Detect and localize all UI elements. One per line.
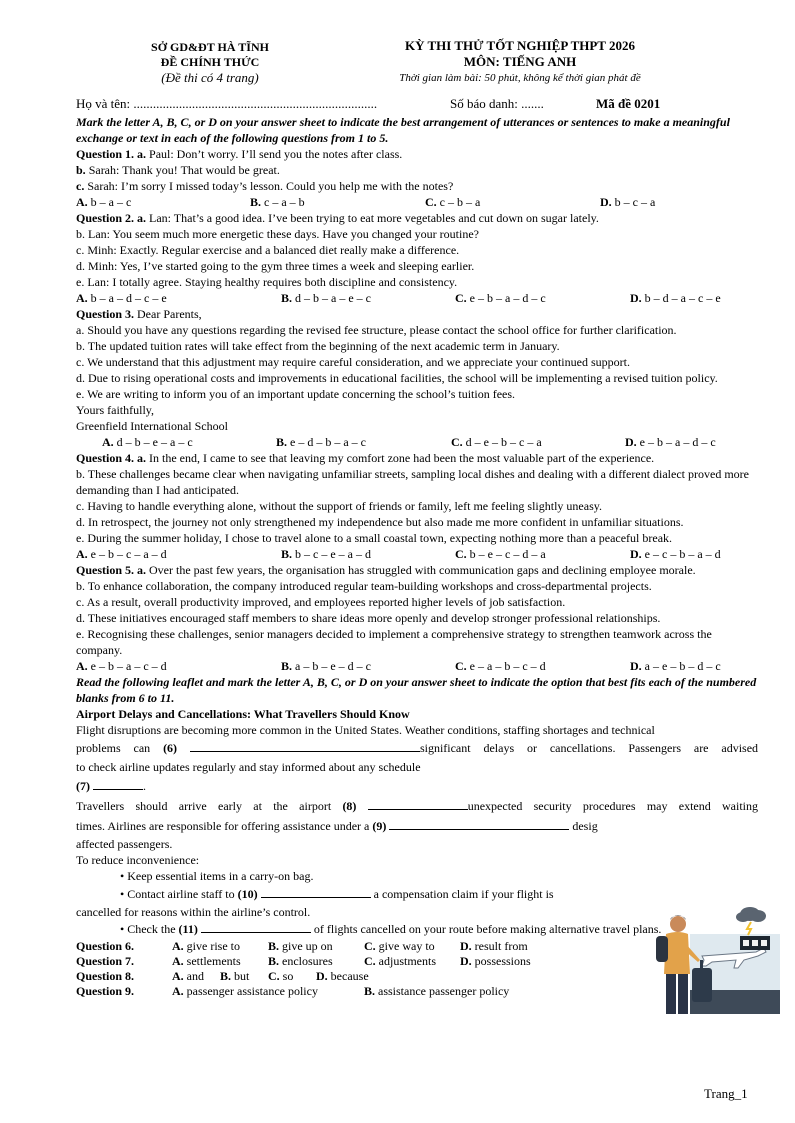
option-b[interactable]: B. e – d – b – a – c [276, 435, 366, 449]
exam-title: KỲ THI THỬ TỐT NGHIỆP THPT 2026 [405, 38, 635, 53]
item-text: e. Lan: I totally agree. Staying healthy requires both discipline and consistency. [76, 275, 458, 289]
leaflet-text: problems can [76, 741, 151, 755]
question-4 [76, 450, 758, 562]
backpack-icon [656, 936, 668, 962]
leaflet-text: times. Airlines are responsible for offering assistance under a [76, 819, 370, 833]
option-b[interactable]: B. c – a – b [250, 195, 305, 209]
item-text: c. As a result, overall productivity improved, and employees reported higher levels of job satisfaction. [76, 595, 566, 609]
question-number: Question 9. [76, 984, 135, 998]
leaflet-text: to check airline updates regularly and stay informed about any schedule [76, 760, 421, 774]
blank-6[interactable] [190, 740, 420, 752]
exam-code: Mã đề 0201 [596, 96, 661, 111]
bullet-icon: • [120, 922, 125, 936]
leaflet-line [76, 816, 758, 836]
item-text: Sarah: I’m sorry I missed today’s lesson. Could you help me with the notes? [87, 179, 454, 193]
leaflet-text: Flight disruptions are becoming more common in the United States. Weather conditions, staffing shortages and technical [76, 723, 655, 737]
item-text: d. In retrospect, the journey not only strengthened my independence but also made me more confident in unfamiliar situations. [76, 515, 684, 529]
item-text: Lan: That’s a good idea. I’ve been trying to eat more vegetables and cut down on sugar lately. [149, 211, 599, 225]
option-a[interactable]: A. b – a – c [76, 195, 132, 209]
bullet-item [76, 868, 758, 884]
option-c[interactable]: C. e – b – a – d – c [455, 291, 546, 305]
item-label: a. [137, 563, 147, 577]
item-label: a. [137, 451, 147, 465]
option-c[interactable]: C. give way to [364, 939, 435, 953]
option-d[interactable]: D. result from [460, 939, 528, 953]
item-text: a. Should you have any questions regarding the revised fee structure, please contact the school office for further clarification. [76, 323, 677, 337]
storm-cloud-icon [736, 907, 766, 935]
item-text: d. Minh: Yes, I’ve started going to the gym three times a week and sleeping earlier. [76, 259, 475, 273]
option-c[interactable]: C. c – b – a [425, 195, 481, 209]
blank-11[interactable] [201, 921, 311, 933]
item-text: Paul: Don’t worry. I’ll send you the notes after class. [149, 147, 403, 161]
leaflet-text: cancelled for reasons within the airline’s control. [76, 905, 311, 919]
bullet-text: a compensation claim if your flight is [373, 887, 554, 901]
item-text: b. Lan: You seem much more energetic these days. Have you changed your routine? [76, 227, 479, 241]
question-5 [76, 562, 758, 674]
question-1 [76, 146, 758, 210]
item-label: c. [76, 179, 85, 193]
leaflet-text: significant delays or cancellations. Passengers are advised [419, 741, 759, 755]
option-b[interactable]: B. give up on [268, 939, 333, 953]
option-c[interactable]: C. adjustments [364, 954, 436, 968]
blank-7[interactable] [93, 778, 143, 790]
option-a[interactable]: A. passenger assistance policy [172, 984, 318, 998]
option-a[interactable]: A. and [172, 969, 204, 983]
header-right [340, 38, 700, 86]
option-d[interactable]: D. e – c – b – a – d [630, 547, 721, 561]
option-b[interactable]: B. d – b – a – e – c [281, 291, 371, 305]
subject: MÔN: TIẾNG ANH [463, 54, 577, 69]
option-a[interactable]: A. give rise to [172, 939, 240, 953]
answer-options [76, 194, 758, 210]
question-number: Question 6. [76, 939, 135, 953]
option-d[interactable]: D. e – b – a – d – c [625, 435, 716, 449]
section1-instructions: Mark the letter A, B, C, or D on your answer sheet to indicate the best arrangement of utterances or sentences to make a meaningful exchange or text in each of the following questions from 1 to 5. [76, 115, 730, 145]
bullet-text: Contact airline staff to [127, 887, 235, 901]
option-d[interactable]: D. b – c – a [600, 195, 656, 209]
answer-options [76, 434, 758, 450]
question-number: Question 5. [76, 563, 135, 577]
option-a[interactable]: A. d – b – e – a – c [102, 435, 193, 449]
blank-8[interactable] [368, 798, 468, 810]
question-2 [76, 210, 758, 306]
option-c[interactable]: C. d – e – b – c – a [451, 435, 542, 449]
bullet-text: Keep essential items in a carry-on bag. [127, 869, 314, 883]
option-c[interactable]: C. e – a – b – c – d [455, 659, 546, 673]
blank-10[interactable] [261, 886, 371, 898]
blank-9[interactable] [389, 818, 569, 830]
leaflet-text: desig [572, 819, 598, 833]
page-count: (Đề thi có 4 trang) [161, 70, 259, 85]
item-label: a. [137, 147, 147, 161]
bullet-text: of flights cancelled on your route before making alternative travel plans. [313, 922, 662, 936]
id-field[interactable]: Số báo danh: ....... [450, 96, 544, 111]
blank-number: (9) [372, 819, 387, 833]
leaflet-line [76, 796, 758, 816]
blank-number: (11) [178, 922, 198, 936]
item-text: Sarah: Thank you! That would be great. [88, 163, 280, 177]
item-text: c. We understand that this adjustment may require careful consideration, and we appreciate your continued support. [76, 355, 630, 369]
option-c[interactable]: C. so [268, 969, 294, 983]
option-b[interactable]: B. b – c – e – a – d [281, 547, 371, 561]
option-d[interactable]: D. because [316, 969, 369, 983]
item-text: b. These challenges became clear when navigating unfamiliar streets, sampling local dishes and dealing with a different dialect proved more demanding than I had anticipated. [76, 467, 749, 497]
airport-traveller-image [652, 904, 780, 1014]
answer-options [76, 546, 758, 562]
option-a[interactable]: A. settlements [172, 954, 241, 968]
question-number: Question 3. [76, 307, 135, 321]
item-text: e. We are writing to inform you of an important update concerning the school’s tuition fees. [76, 387, 516, 401]
exam-content [76, 96, 758, 998]
item-text: In the end, I came to see that leaving my comfort zone had been the most valuable part of the experience. [149, 451, 655, 465]
item-text: d. Due to rising operational costs and improvements in educational facilities, the school will be implementing a revised tuition policy. [76, 371, 718, 385]
option-b[interactable]: B. enclosures [268, 954, 333, 968]
question-number: Question 1. [76, 147, 135, 161]
question-number: Question 2. [76, 211, 135, 225]
option-a[interactable]: A. e – b – a – c – d [76, 659, 167, 673]
leaflet-text: To reduce inconvenience: [76, 853, 200, 867]
answer-options [76, 658, 758, 674]
leaflet-text: Travellers should arrive early at the airport [76, 799, 332, 813]
option-c[interactable]: C. b – e – c – d – a [455, 547, 546, 561]
item-text: b. The updated tuition rates will take effect from the beginning of the next academic term in January. [76, 339, 560, 353]
time-limit: Thời gian làm bài: 50 phút, không kể thời gian phát đề [399, 72, 641, 84]
item-text: e. Recognising these challenges, senior managers decided to implement a comprehensive strategy to strengthen teamwork across the company. [76, 627, 712, 657]
department-name: SỞ GD&ĐT HÀ TĨNH [151, 40, 269, 54]
candidate-row [76, 96, 758, 114]
option-d[interactable]: D. b – d – a – c – e [630, 291, 721, 305]
item-text: e. During the summer holiday, I chose to travel alone to a small coastal town, expecting nothing more than a peaceful break. [76, 531, 673, 545]
letter-signature: Greenfield International School [76, 419, 228, 433]
item-text: c. Minh: Exactly. Regular exercise and a balanced diet really make a difference. [76, 243, 460, 257]
item-label: a. [137, 211, 147, 225]
leaflet-title: Airport Delays and Cancellations: What Travellers Should Know [76, 707, 410, 721]
option-b[interactable]: B. but [220, 969, 250, 983]
bullet-item [76, 884, 758, 904]
leaflet-line [76, 738, 758, 758]
question-number: Question 4. [76, 451, 135, 465]
blank-number: (6) [163, 741, 178, 755]
bullet-text: Check the [127, 922, 176, 936]
answer-options [76, 290, 758, 306]
leaflet-text: unexpected security procedures may extend waiting [467, 799, 759, 813]
bullet-icon: • [120, 869, 125, 883]
option-b[interactable]: B. a – b – e – d – c [281, 659, 371, 673]
leaflet-text: affected passengers. [76, 837, 173, 851]
header-left [120, 40, 300, 85]
option-d[interactable]: D. a – e – b – d – c [630, 659, 721, 673]
traveller-illustration [652, 904, 780, 1014]
item-text: Over the past few years, the organisation has struggled with communication gaps and declining employee morale. [149, 563, 696, 577]
suitcase-icon [692, 968, 712, 1002]
question-number: Question 7. [76, 954, 135, 968]
name-field[interactable]: Họ và tên: ........................................................................... [76, 96, 378, 111]
option-d[interactable]: D. possessions [460, 954, 531, 968]
question-number: Question 8. [76, 969, 135, 983]
official-label: ĐỀ CHÍNH THỨC [160, 55, 260, 69]
question-3 [76, 306, 758, 450]
leaflet-line: (7) . [76, 779, 146, 793]
item-text: c. Having to handle everything alone, without the support of friends or family, left me feeling slightly uneasy. [76, 499, 602, 513]
blank-number: (10) [237, 887, 258, 901]
option-b[interactable]: B. assistance passenger policy [364, 984, 510, 998]
item-text: b. To enhance collaboration, the company introduced regular team-building workshops and cross-departmental projects. [76, 579, 652, 593]
option-a[interactable]: A. b – a – d – c – e [76, 291, 167, 305]
blank-number: (8) [342, 799, 357, 813]
bullet-icon: • [120, 887, 125, 901]
option-a[interactable]: A. e – b – c – a – d [76, 547, 167, 561]
item-text: d. These initiatives encouraged staff members to share ideas more openly and develop stronger professional relationships. [76, 611, 661, 625]
item-label: b. [76, 163, 86, 177]
blank-number: (7) [76, 779, 90, 793]
section2-instructions: Read the following leaflet and mark the letter A, B, C, or D on your answer sheet to indicate the option that best fits each of the numbered blanks from 6 to 11. [76, 675, 757, 705]
letter-salutation: Dear Parents, [137, 307, 202, 321]
letter-closing: Yours faithfully, [76, 403, 155, 417]
page-number: Trang_1 [704, 1086, 748, 1101]
